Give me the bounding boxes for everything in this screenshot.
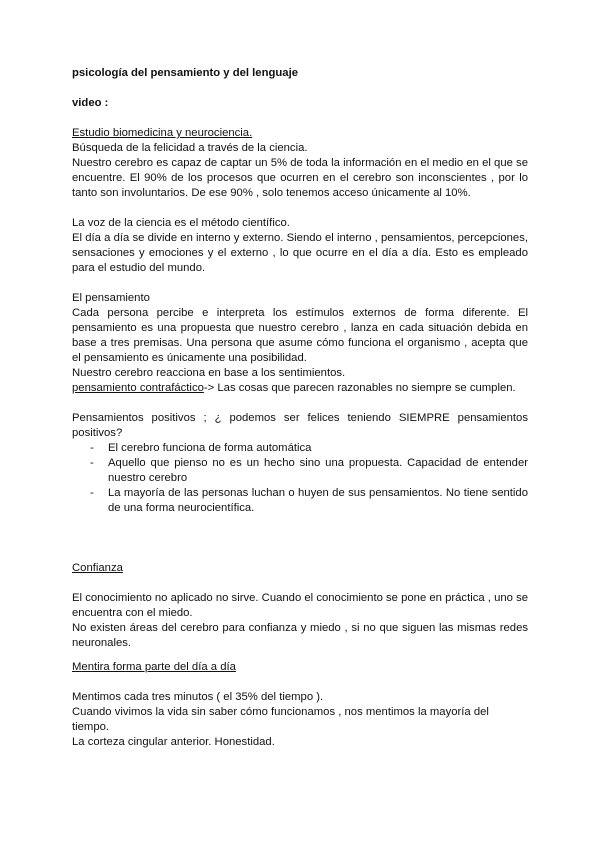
- paragraph-areas-cerebro: No existen áreas del cerebro para confianza y miedo , si no que siguen las mismas redes neuronales.: [72, 622, 528, 649]
- bullet-dash: -: [90, 442, 94, 454]
- list-item-text: Aquello que pienso no es un hecho sino una propuesta. Capacidad de entender nuestro cerebro: [108, 457, 528, 484]
- bullet-dash: -: [90, 457, 94, 469]
- section-heading-confianza: Confianza: [72, 562, 123, 574]
- paragraph-line: Búsqueda de la felicidad a través de la ciencia.: [72, 142, 308, 154]
- paragraph-conocimiento: El conocimiento no aplicado no sirve. Cuando el conocimiento se pone en práctica , uno se encuentra con el miedo.: [72, 592, 528, 619]
- list-item: [72, 486, 528, 516]
- paragraph-line: La voz de la ciencia es el método científico.: [72, 217, 290, 229]
- paragraph-cerebro: Nuestro cerebro es capaz de captar un 5% de toda la información en el medio en el que se encuentre. El 90% de los procesos que ocurren en el cerebro son inconscientes , por lo tanto son involuntarios. De ese 90% , solo tenemos acceso únicamente al 10%.: [72, 157, 528, 199]
- bullet-dash: -: [90, 487, 94, 499]
- bullet-list: [72, 441, 528, 516]
- document-body: [72, 66, 528, 750]
- paragraph-contrafactico: [72, 381, 528, 396]
- paragraph-dia-a-dia: El día a día se divide en interno y externo. Siendo el interno , pensamientos, percepciones, sensaciones y emociones y el externo , lo que ocurre en el día a día. Esto es empleado para el estudio del mundo.: [72, 232, 528, 274]
- section-heading-mentira: Mentira forma parte del día a día: [72, 661, 236, 673]
- term-definition: -> Las cosas que parecen razonables no siempre se cumplen.: [203, 382, 516, 394]
- document-title: psicología del pensamiento y del lenguaje: [72, 67, 298, 79]
- section-heading-biomedicina: Estudio biomedicina y neurociencia.: [72, 127, 253, 139]
- list-item: [72, 456, 528, 486]
- term-contrafactico: pensamiento contrafáctico: [72, 382, 204, 394]
- paragraph-pensamiento: Cada persona percibe e interpreta los estímulos externos de forma diferente. El pensamiento es una propuesta que nuestro cerebro , lanza en cada situación debida en base a tres premisas. Una persona que asume cómo funciona el organismo , acepta que el pensamiento es únicamente una posibilidad.: [72, 307, 528, 364]
- paragraph-line: Mentimos cada tres minutos ( el 35% del tiempo ).: [72, 691, 324, 703]
- paragraph-line: Cuando vivimos la vida sin saber cómo funcionamos , nos mentimos la mayoría del tiempo.: [72, 706, 489, 733]
- paragraph-pensamientos-positivos: Pensamientos positivos ; ¿ podemos ser felices teniendo SIEMPRE pensamientos positivos?: [72, 412, 528, 439]
- list-item: [72, 441, 528, 456]
- list-item-text: El cerebro funciona de forma automática: [108, 442, 312, 454]
- paragraph-line: La corteza cingular anterior. Honestidad.: [72, 736, 275, 748]
- document-subtitle: video :: [72, 97, 109, 109]
- section-heading-pensamiento: El pensamiento: [72, 292, 150, 304]
- list-item-text: La mayoría de las personas luchan o huyen de sus pensamientos. No tiene sentido de una forma neurocientífica.: [108, 487, 528, 514]
- paragraph-line: Nuestro cerebro reacciona en base a los sentimientos.: [72, 367, 346, 379]
